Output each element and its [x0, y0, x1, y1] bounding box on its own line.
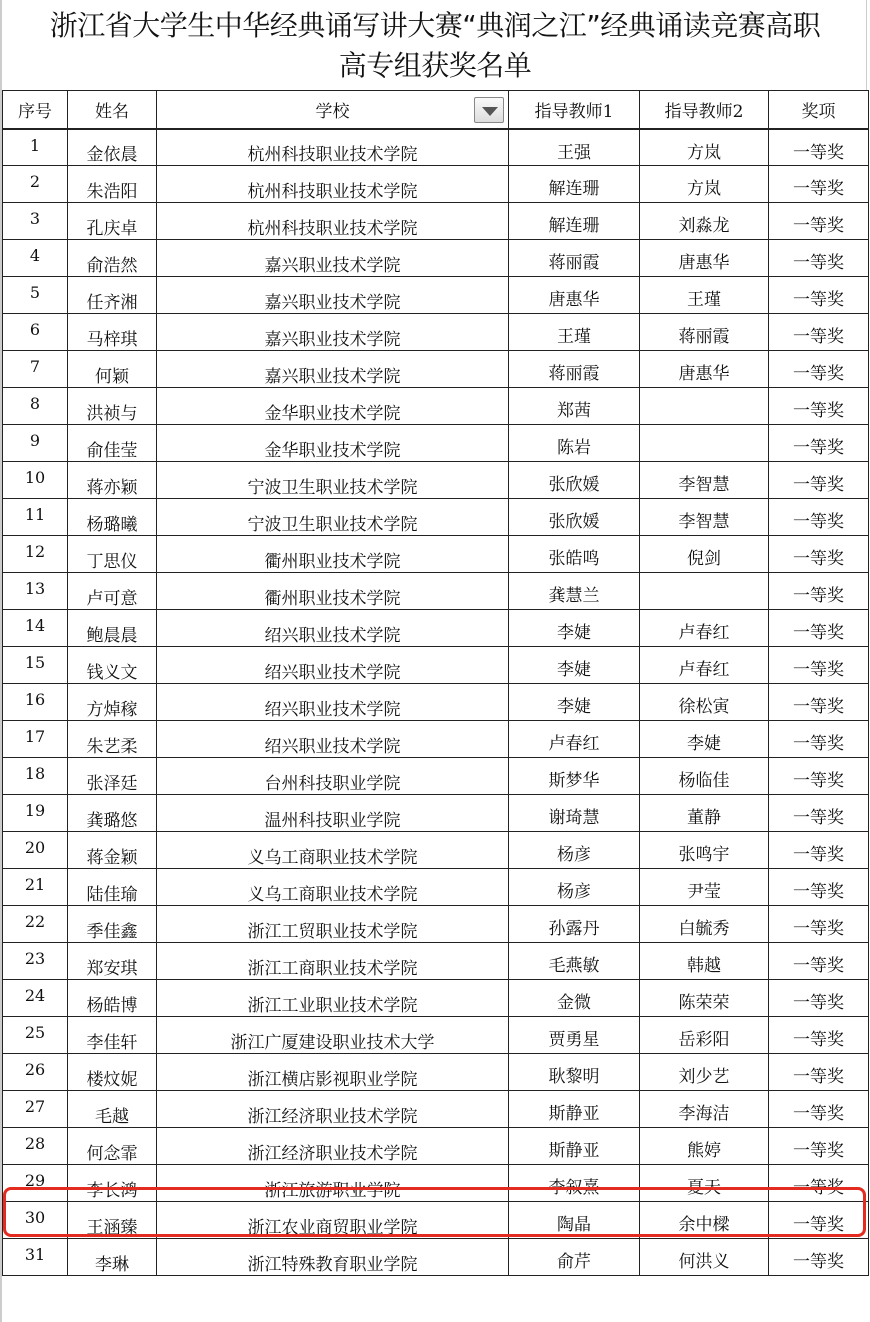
table-row [3, 721, 869, 758]
table-row [3, 795, 869, 832]
cell-school[interactable]: 嘉兴职业技术学院 [157, 277, 509, 314]
table-row [3, 277, 869, 314]
cell-school[interactable]: 浙江经济职业技术学院 [157, 1091, 509, 1128]
award-table [2, 90, 869, 1276]
cell-award[interactable]: 一等奖 [769, 129, 869, 166]
cell-index[interactable]: 22 [3, 906, 68, 943]
cell-teacher1[interactable]: 斯静亚 [509, 1128, 640, 1165]
cell-award[interactable]: 一等奖 [769, 314, 869, 351]
table-row [3, 1017, 869, 1054]
table-row [3, 425, 869, 462]
table-row [3, 1202, 869, 1239]
cell-teacher2[interactable]: 董静 [640, 795, 769, 832]
cell-award[interactable]: 一等奖 [769, 388, 869, 425]
cell-index[interactable]: 2 [3, 166, 68, 203]
cell-index[interactable]: 6 [3, 314, 68, 351]
cell-school[interactable]: 义乌工商职业技术学院 [157, 869, 509, 906]
header-name: 姓名 [68, 91, 157, 129]
cell-teacher1[interactable]: 李婕 [509, 684, 640, 721]
cell-name[interactable]: 杨璐曦 [68, 499, 157, 536]
cell-teacher2[interactable]: 韩越 [640, 943, 769, 980]
cell-teacher1[interactable]: 杨彦 [509, 869, 640, 906]
cell-teacher2[interactable]: 倪剑 [640, 536, 769, 573]
cell-award[interactable]: 一等奖 [769, 684, 869, 721]
cell-index[interactable]: 1 [3, 129, 68, 166]
cell-award[interactable]: 一等奖 [769, 647, 869, 684]
cell-teacher2[interactable]: 方岚 [640, 166, 769, 203]
cell-school[interactable]: 绍兴职业技术学院 [157, 610, 509, 647]
cell-school[interactable]: 宁波卫生职业技术学院 [157, 462, 509, 499]
cell-award[interactable]: 一等奖 [769, 1165, 869, 1202]
cell-teacher2[interactable]: 王瑾 [640, 277, 769, 314]
cell-index[interactable]: 9 [3, 425, 68, 462]
table-row [3, 314, 869, 351]
cell-teacher2[interactable]: 徐松寅 [640, 684, 769, 721]
cell-name[interactable]: 李佳轩 [68, 1017, 157, 1054]
cell-teacher1[interactable]: 李婕 [509, 647, 640, 684]
cell-name[interactable]: 何颖 [68, 351, 157, 388]
cell-name[interactable]: 何念霏 [68, 1128, 157, 1165]
table-row [3, 573, 869, 610]
cell-teacher1[interactable]: 蒋丽霞 [509, 351, 640, 388]
cell-index[interactable]: 16 [3, 684, 68, 721]
cell-teacher1[interactable]: 俞芹 [509, 1239, 640, 1276]
cell-school[interactable]: 浙江经济职业技术学院 [157, 1128, 509, 1165]
cell-name[interactable]: 楼炆妮 [68, 1054, 157, 1091]
cell-award[interactable]: 一等奖 [769, 240, 869, 277]
cell-teacher1[interactable]: 斯静亚 [509, 1091, 640, 1128]
cell-teacher2[interactable]: 岳彩阳 [640, 1017, 769, 1054]
table-row [3, 684, 869, 721]
cell-school[interactable]: 浙江广厦建设职业技术大学 [157, 1017, 509, 1054]
cell-index[interactable]: 3 [3, 203, 68, 240]
cell-teacher2[interactable]: 卢春红 [640, 610, 769, 647]
cell-index[interactable]: 17 [3, 721, 68, 758]
cell-award[interactable]: 一等奖 [769, 906, 869, 943]
cell-teacher2[interactable]: 何洪义 [640, 1239, 769, 1276]
cell-award[interactable]: 一等奖 [769, 1202, 869, 1239]
cell-index[interactable]: 11 [3, 499, 68, 536]
table-row [3, 610, 869, 647]
cell-school[interactable]: 嘉兴职业技术学院 [157, 351, 509, 388]
cell-index[interactable]: 18 [3, 758, 68, 795]
cell-teacher1[interactable]: 张皓鸣 [509, 536, 640, 573]
cell-teacher2[interactable]: 方岚 [640, 129, 769, 166]
cell-index[interactable]: 21 [3, 869, 68, 906]
cell-name[interactable]: 杨皓博 [68, 980, 157, 1017]
cell-school[interactable]: 台州科技职业学院 [157, 758, 509, 795]
cell-award[interactable]: 一等奖 [769, 351, 869, 388]
cell-award[interactable]: 一等奖 [769, 832, 869, 869]
table-row [3, 980, 869, 1017]
cell-teacher2[interactable]: 尹莹 [640, 869, 769, 906]
cell-name[interactable]: 王涵臻 [68, 1202, 157, 1239]
cell-teacher2[interactable]: 唐惠华 [640, 351, 769, 388]
cell-name[interactable]: 张泽廷 [68, 758, 157, 795]
cell-name[interactable]: 孔庆卓 [68, 203, 157, 240]
cell-teacher1[interactable]: 李婕 [509, 610, 640, 647]
cell-school[interactable]: 嘉兴职业技术学院 [157, 240, 509, 277]
cell-name[interactable]: 李琳 [68, 1239, 157, 1276]
cell-teacher1[interactable]: 金微 [509, 980, 640, 1017]
cell-teacher2[interactable]: 张鸣宇 [640, 832, 769, 869]
cell-index[interactable]: 20 [3, 832, 68, 869]
cell-teacher2[interactable]: 熊婷 [640, 1128, 769, 1165]
cell-teacher1[interactable]: 耿黎明 [509, 1054, 640, 1091]
cell-school[interactable]: 温州科技职业学院 [157, 795, 509, 832]
cell-teacher1[interactable]: 贾勇星 [509, 1017, 640, 1054]
header-award: 奖项 [769, 91, 869, 129]
cell-teacher1[interactable]: 解连珊 [509, 166, 640, 203]
cell-index[interactable]: 10 [3, 462, 68, 499]
cell-award[interactable]: 一等奖 [769, 499, 869, 536]
header-school [157, 91, 509, 129]
cell-teacher1[interactable]: 杨彦 [509, 832, 640, 869]
cell-teacher1[interactable]: 孙露丹 [509, 906, 640, 943]
cell-teacher1[interactable]: 蒋丽霞 [509, 240, 640, 277]
cell-teacher2[interactable]: 刘少艺 [640, 1054, 769, 1091]
cell-school[interactable]: 浙江横店影视职业学院 [157, 1054, 509, 1091]
table-row [3, 462, 869, 499]
cell-teacher2[interactable]: 李智慧 [640, 462, 769, 499]
cell-name[interactable]: 毛越 [68, 1091, 157, 1128]
cell-index[interactable]: 23 [3, 943, 68, 980]
table-row [3, 869, 869, 906]
cell-award[interactable]: 一等奖 [769, 943, 869, 980]
title-line-1: 浙江省大学生中华经典诵写讲大赛“典润之江”经典诵读竞赛高职 [49, 9, 821, 42]
table-row [3, 832, 869, 869]
cell-award[interactable]: 一等奖 [769, 980, 869, 1017]
cell-index[interactable]: 15 [3, 647, 68, 684]
cell-teacher1[interactable]: 斯梦华 [509, 758, 640, 795]
header-index: 序号 [3, 91, 68, 129]
cell-award[interactable]: 一等奖 [769, 1091, 869, 1128]
cell-name[interactable]: 陆佳瑜 [68, 869, 157, 906]
header-teacher1: 指导教师1 [509, 91, 640, 129]
cell-award[interactable]: 一等奖 [769, 795, 869, 832]
table-row [3, 943, 869, 980]
cell-index[interactable]: 30 [3, 1202, 68, 1239]
cell-index[interactable]: 13 [3, 573, 68, 610]
cell-school[interactable]: 宁波卫生职业技术学院 [157, 499, 509, 536]
page-title [0, 0, 870, 90]
cell-index[interactable]: 24 [3, 980, 68, 1017]
cell-index[interactable]: 12 [3, 536, 68, 573]
cell-index[interactable]: 5 [3, 277, 68, 314]
cell-award[interactable]: 一等奖 [769, 573, 869, 610]
header-school-label: 学校 [315, 101, 350, 122]
cell-index[interactable]: 14 [3, 610, 68, 647]
cell-name[interactable]: 季佳鑫 [68, 906, 157, 943]
cell-teacher1[interactable]: 卢春红 [509, 721, 640, 758]
cell-name[interactable]: 蒋金颖 [68, 832, 157, 869]
cell-teacher1[interactable]: 王强 [509, 129, 640, 166]
cell-award[interactable]: 一等奖 [769, 758, 869, 795]
cell-award[interactable]: 一等奖 [769, 536, 869, 573]
cell-school[interactable]: 绍兴职业技术学院 [157, 721, 509, 758]
cell-award[interactable]: 一等奖 [769, 203, 869, 240]
cell-name[interactable]: 朱浩阳 [68, 166, 157, 203]
cell-name[interactable]: 龚璐悠 [68, 795, 157, 832]
table-row [3, 1165, 869, 1202]
cell-teacher2[interactable]: 李婕 [640, 721, 769, 758]
cell-school[interactable]: 金华职业技术学院 [157, 388, 509, 425]
cell-teacher1[interactable]: 解连珊 [509, 203, 640, 240]
cell-award[interactable]: 一等奖 [769, 610, 869, 647]
table-row [3, 166, 869, 203]
cell-school[interactable]: 浙江特殊教育职业学院 [157, 1239, 509, 1276]
cell-school[interactable]: 义乌工商职业技术学院 [157, 832, 509, 869]
cell-index[interactable]: 31 [3, 1239, 68, 1276]
cell-school[interactable]: 嘉兴职业技术学院 [157, 314, 509, 351]
cell-teacher2[interactable]: 唐惠华 [640, 240, 769, 277]
cell-teacher1[interactable]: 王瑾 [509, 314, 640, 351]
cell-teacher1[interactable]: 张欣媛 [509, 462, 640, 499]
cell-school[interactable]: 浙江工业职业技术学院 [157, 980, 509, 1017]
cell-name[interactable]: 马梓琪 [68, 314, 157, 351]
cell-index[interactable]: 26 [3, 1054, 68, 1091]
table-row [3, 240, 869, 277]
cell-award[interactable]: 一等奖 [769, 1054, 869, 1091]
cell-award[interactable]: 一等奖 [769, 462, 869, 499]
cell-teacher2[interactable]: 蒋丽霞 [640, 314, 769, 351]
cell-award[interactable]: 一等奖 [769, 1017, 869, 1054]
cell-name[interactable]: 俞佳莹 [68, 425, 157, 462]
cell-name[interactable]: 洪祯与 [68, 388, 157, 425]
table-body [3, 129, 869, 1276]
cell-index[interactable]: 28 [3, 1128, 68, 1165]
cell-teacher1[interactable]: 毛燕敏 [509, 943, 640, 980]
cell-school[interactable]: 浙江工商职业技术学院 [157, 943, 509, 980]
cell-school[interactable]: 绍兴职业技术学院 [157, 684, 509, 721]
table-row [3, 388, 869, 425]
cell-teacher1[interactable]: 张欣媛 [509, 499, 640, 536]
cell-teacher2[interactable]: 余中樑 [640, 1202, 769, 1239]
cell-teacher2[interactable] [640, 425, 769, 462]
cell-teacher1[interactable]: 唐惠华 [509, 277, 640, 314]
table-row [3, 351, 869, 388]
cell-index[interactable]: 19 [3, 795, 68, 832]
cell-name[interactable]: 俞浩然 [68, 240, 157, 277]
cell-teacher2[interactable]: 夏天 [640, 1165, 769, 1202]
cell-teacher2[interactable]: 白毓秀 [640, 906, 769, 943]
table-row [3, 758, 869, 795]
cell-award[interactable]: 一等奖 [769, 1128, 869, 1165]
cell-index[interactable]: 8 [3, 388, 68, 425]
cell-school[interactable]: 浙江农业商贸职业学院 [157, 1202, 509, 1239]
title-line-2: 高专组获奖名单 [338, 49, 532, 82]
cell-teacher1[interactable]: 郑茜 [509, 388, 640, 425]
cell-index[interactable]: 7 [3, 351, 68, 388]
cell-teacher1[interactable]: 龚慧兰 [509, 573, 640, 610]
cell-name[interactable]: 鲍晨晨 [68, 610, 157, 647]
cell-teacher2[interactable]: 刘淼龙 [640, 203, 769, 240]
cell-school[interactable]: 金华职业技术学院 [157, 425, 509, 462]
cell-name[interactable]: 任齐湘 [68, 277, 157, 314]
cell-name[interactable]: 金依晨 [68, 129, 157, 166]
table-row [3, 1128, 869, 1165]
cell-name[interactable]: 钱义文 [68, 647, 157, 684]
cell-name[interactable]: 卢可意 [68, 573, 157, 610]
cell-teacher1[interactable]: 陈岩 [509, 425, 640, 462]
cell-teacher2[interactable] [640, 388, 769, 425]
cell-teacher1[interactable]: 陶晶 [509, 1202, 640, 1239]
table-row [3, 499, 869, 536]
table-row [3, 1239, 869, 1276]
cell-name[interactable]: 郑安琪 [68, 943, 157, 980]
cell-name[interactable]: 方焯稼 [68, 684, 157, 721]
cell-index[interactable]: 29 [3, 1165, 68, 1202]
table-row [3, 906, 869, 943]
table-row [3, 1054, 869, 1091]
table-row [3, 647, 869, 684]
table-row [3, 203, 869, 240]
cell-name[interactable]: 蒋亦颖 [68, 462, 157, 499]
cell-teacher1[interactable]: 李叙熹 [509, 1165, 640, 1202]
cell-teacher2[interactable] [640, 573, 769, 610]
cell-name[interactable]: 李长鸿 [68, 1165, 157, 1202]
cell-award[interactable]: 一等奖 [769, 721, 869, 758]
cell-teacher2[interactable]: 李智慧 [640, 499, 769, 536]
cell-teacher2[interactable]: 李海洁 [640, 1091, 769, 1128]
cell-award[interactable]: 一等奖 [769, 1239, 869, 1276]
table-row [3, 536, 869, 573]
cell-teacher2[interactable]: 陈荣荣 [640, 980, 769, 1017]
cell-teacher2[interactable]: 卢春红 [640, 647, 769, 684]
table-row [3, 1091, 869, 1128]
cell-index[interactable]: 27 [3, 1091, 68, 1128]
cell-school[interactable]: 浙江工贸职业技术学院 [157, 906, 509, 943]
cell-award[interactable]: 一等奖 [769, 166, 869, 203]
cell-award[interactable]: 一等奖 [769, 277, 869, 314]
header-row [3, 91, 869, 129]
cell-school[interactable]: 绍兴职业技术学院 [157, 647, 509, 684]
cell-award[interactable]: 一等奖 [769, 869, 869, 906]
cell-school[interactable]: 浙江旅游职业学院 [157, 1165, 509, 1202]
cell-school[interactable]: 杭州科技职业技术学院 [157, 166, 509, 203]
header-teacher2: 指导教师2 [640, 91, 769, 129]
dropdown-arrow-icon[interactable] [474, 97, 504, 123]
table-row [3, 129, 869, 166]
cell-teacher1[interactable]: 谢琦慧 [509, 795, 640, 832]
cell-name[interactable]: 丁思仪 [68, 536, 157, 573]
cell-school[interactable]: 杭州科技职业技术学院 [157, 129, 509, 166]
cell-index[interactable]: 4 [3, 240, 68, 277]
cell-index[interactable]: 25 [3, 1017, 68, 1054]
cell-teacher2[interactable]: 杨临佳 [640, 758, 769, 795]
cell-school[interactable]: 杭州科技职业技术学院 [157, 203, 509, 240]
cell-name[interactable]: 朱艺柔 [68, 721, 157, 758]
cell-award[interactable]: 一等奖 [769, 425, 869, 462]
cell-school[interactable]: 衢州职业技术学院 [157, 536, 509, 573]
cell-school[interactable]: 衢州职业技术学院 [157, 573, 509, 610]
